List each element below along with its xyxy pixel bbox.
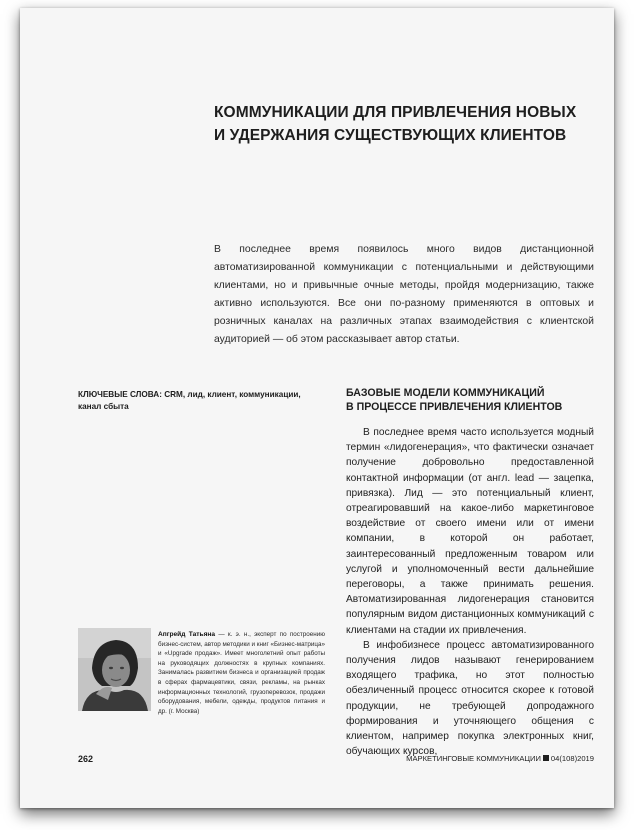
journal-name: МАРКЕТИНГОВЫЕ КОММУНИКАЦИИ [406,754,541,763]
journal-page [20,8,614,808]
lead-paragraph: В последнее время появилось много видов дистанционной автоматизированной коммуникации с потенциальными и действующими клиентами, но и привычные очные методы, пройдя модернизацию, также активно используются. Все они по-разному применяются в оптовых и розничных каналах на различных этапах взаимодействия с клиентской аудиторией — об этом рассказывает автор статьи. [214,244,594,345]
body-paragraph-2: В инфобизнесе процесс автоматизированного получения лидов называют генерированием входящего трафика, но этот полностью обезличенный процесс относится скорее к готовой продукции, не требующей допродажного формирования и уточняющего общения с клиентом, например покупка электронных книг, обучающих курсов, [346,639,594,758]
article-title-line-1: КОММУНИКАЦИИ ДЛЯ ПРИВЛЕЧЕНИЯ НОВЫХ [214,104,577,121]
author-bio [158,630,325,716]
issue-number: 04(108)2019 [550,754,594,763]
section-heading-line-1: БАЗОВЫЕ МОДЕЛИ КОММУНИКАЦИЙ [346,387,545,399]
author-portrait-image [78,628,151,711]
keywords: КЛЮЧЕВЫЕ СЛОВА: CRM, лид, клиент, коммуникации, канал сбыта [78,390,301,411]
section-heading [346,386,606,414]
square-separator-icon [543,755,549,761]
article-title [214,101,594,147]
author-bio-text: — к. э. н., эксперт по построению бизнес-систем, автор методики и книг «Бизнес-матрица» и «Upgrade продаж». Имеет многолетний опыт работы на руководящих должностях в крупных компаниях. Занималась развитием бизнеса и организацией продаж в сферах фармацевтики, связи, рекламы, на рынках информационных технологий, грузоперевозок, продажи оборудования, мебели, одежды, продуктов питания и др. (г. Москва) [158,631,326,715]
journal-footer [406,754,594,763]
author-name: Апгрейд Татьяна [158,631,216,638]
body-paragraph-1: В последнее время часто используется модный термин «лидогенерация», что фактически означает получение добровольно предоставленной контактной информации (от англ. lead — зацепка, привязка). Лид — это потенциальный клиент, отреагировавший на какое-либо маркетинговое воздействие от своего имени или от имени компании, в которой он работает, заинтересованный предложенным товаром или услугой и уполномоченный вести дальнейшие переговоры, а также принимать решения. Автоматизированная лидогенерация становится популярным видом дистанционных коммуникаций с клиентами на стадии их привлечения. [346,427,594,636]
article-title-line-2: И УДЕРЖАНИЯ СУЩЕСТВУЮЩИХ КЛИЕНТОВ [214,127,567,144]
section-heading-line-2: В ПРОЦЕССЕ ПРИВЛЕЧЕНИЯ КЛИЕНТОВ [346,401,563,413]
body-column [346,425,594,759]
author-photo [78,628,151,711]
page-number: 262 [78,754,94,764]
